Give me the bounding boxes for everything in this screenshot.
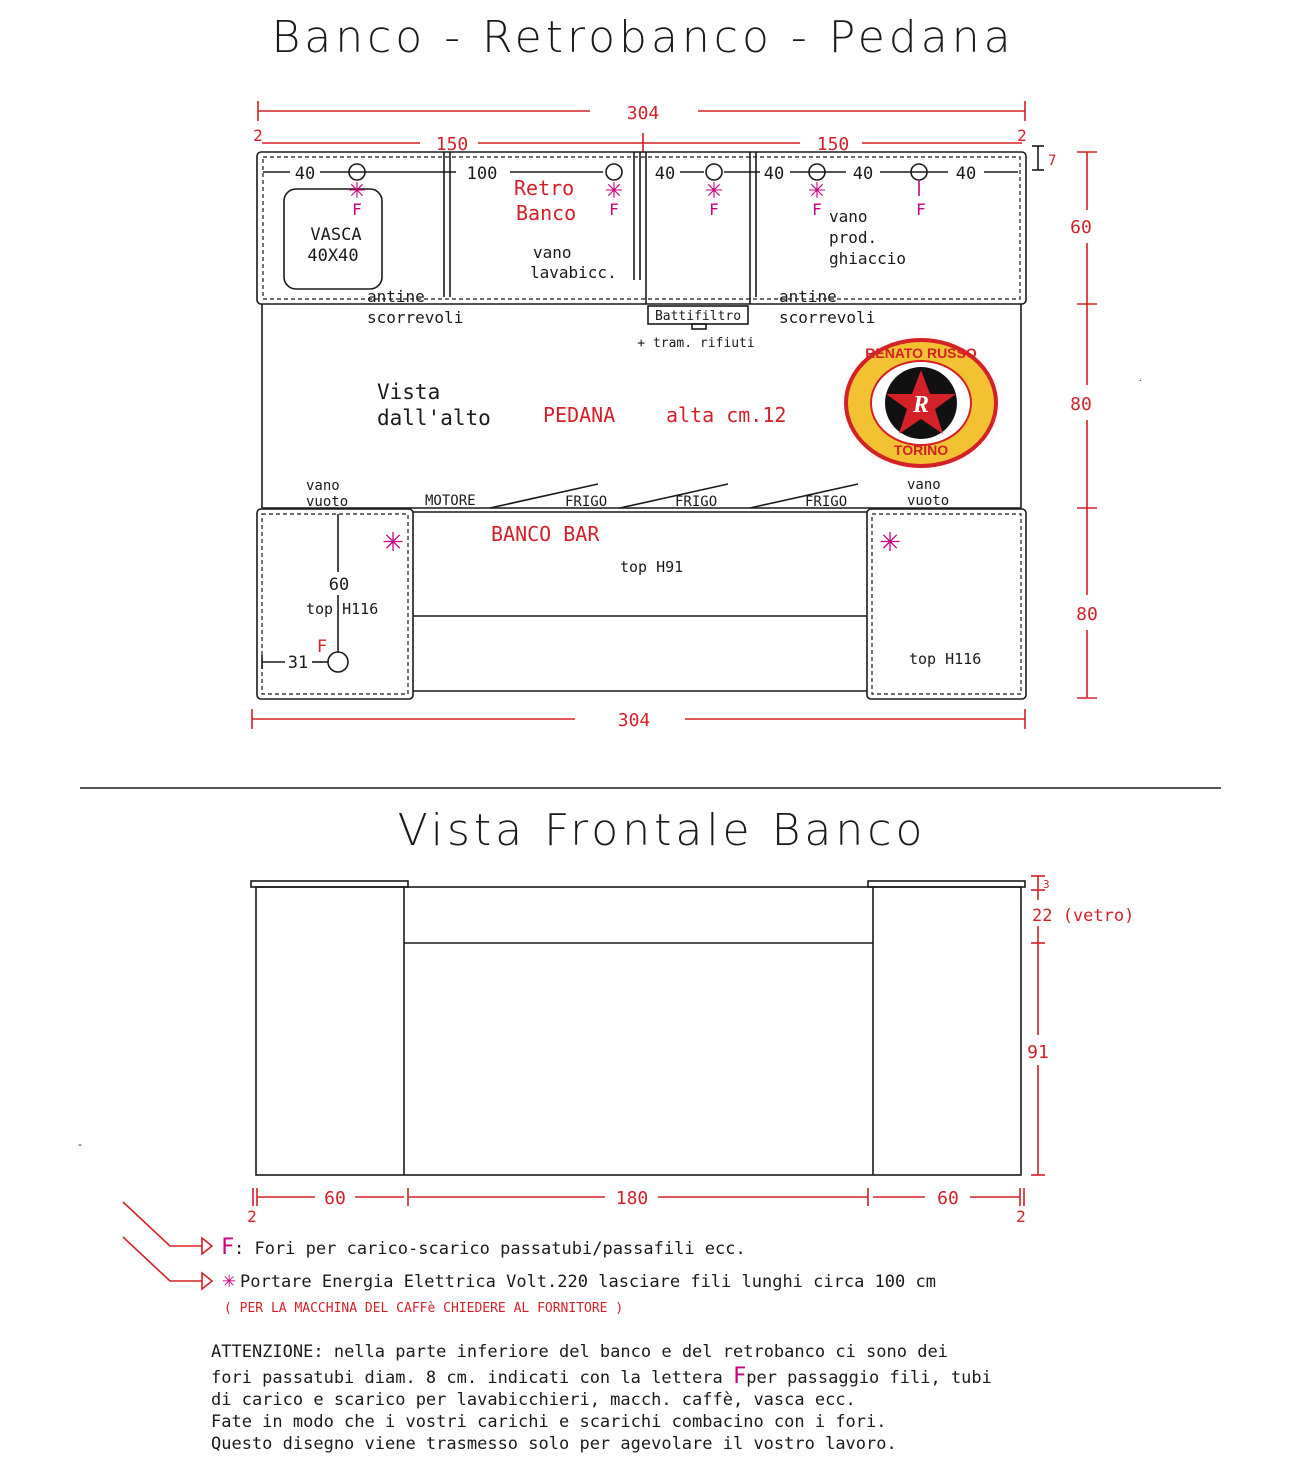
logo-top-text: RENATO RUSSO xyxy=(865,345,977,361)
antine-left-1: antine xyxy=(367,287,425,306)
seg-40-e: 40 xyxy=(955,164,977,184)
antine-left-2: scorrevoli xyxy=(367,308,464,327)
depth-60: 60 xyxy=(1070,217,1092,238)
hole-vasca-star: ✳ xyxy=(347,178,367,203)
dim-304-bottom: 304 xyxy=(617,710,651,731)
depth-80-banco: 80 xyxy=(1076,604,1098,625)
note-line-2 xyxy=(211,1364,992,1389)
dim-total-top xyxy=(258,101,1025,124)
top-view-title: Banco - Retrobanco - Pedana xyxy=(271,12,1015,63)
top-h116-right-label: top H116 xyxy=(909,650,982,668)
hole-vasca-f: F xyxy=(352,200,362,219)
front-width-left: 60 xyxy=(324,1188,346,1209)
hole-center-star: ✳ xyxy=(704,178,724,203)
legend-f-symbol: F xyxy=(221,1235,235,1260)
notes xyxy=(211,1342,992,1454)
banco-label: Banco xyxy=(516,201,577,225)
dim-150-right: 150 xyxy=(816,134,850,155)
dim-total-bottom xyxy=(252,709,1025,731)
battifiltro-label: Battifiltro xyxy=(654,309,742,324)
front-dims-right xyxy=(1027,876,1134,1175)
front-edge-right: 2 xyxy=(1016,1207,1026,1226)
hole-lavabicc-f: F xyxy=(609,200,619,219)
note-line-2-b: per passaggio fili, tubi xyxy=(746,1368,992,1388)
banco-bar-top xyxy=(257,477,1026,699)
arrow-icon xyxy=(202,1238,212,1254)
hole-lavabicc-star: ✳ xyxy=(604,178,624,203)
seg-40-b: 40 xyxy=(654,164,676,184)
hole-right-f: F xyxy=(916,200,926,219)
front-width-center: 180 xyxy=(615,1188,649,1209)
frigo-3-label: FRIGO xyxy=(805,494,848,510)
power-star-left: ✳ xyxy=(382,528,404,557)
pedana-height: alta cm.12 xyxy=(666,403,787,427)
front-edge-left: 2 xyxy=(247,1207,257,1226)
stray-dot: . xyxy=(1139,373,1142,384)
front-dims-bottom xyxy=(247,1188,1026,1226)
hole-ghiaccio-f: F xyxy=(812,200,822,219)
front-dim-3: 3 xyxy=(1043,878,1050,891)
vano-ghiaccio-3: ghiaccio xyxy=(829,249,907,268)
depth-80-pedana: 80 xyxy=(1070,394,1092,415)
legend xyxy=(123,1202,936,1316)
frigo-2-label: FRIGO xyxy=(675,494,718,510)
dim-2-left: 2 xyxy=(253,126,263,145)
power-star-right: ✳ xyxy=(879,528,901,557)
note-line-1 xyxy=(211,1342,948,1362)
hole-ghiaccio-star: ✳ xyxy=(807,178,827,203)
power-star-icon: ✳ xyxy=(222,1272,237,1291)
seg-40-d: 40 xyxy=(852,164,874,184)
dim-vertical-right xyxy=(1032,146,1098,698)
hole-center-f: F xyxy=(709,200,719,219)
seg-40-a: 40 xyxy=(294,164,316,184)
hole-lavabicc xyxy=(605,164,623,219)
vano-lavabicc-2: lavabicc. xyxy=(530,263,617,282)
vano-lavabicc-1: vano xyxy=(533,243,572,262)
note-line-1-rest: nella parte inferiore del banco e del retrobanco ci sono dei xyxy=(323,1342,948,1362)
logo-bottom-text: TORINO xyxy=(893,442,949,458)
legend-star-text: Portare Energia Elettrica Volt.220 lasciare fili lunghi circa 100 cm xyxy=(240,1272,936,1292)
legend-f-text: : Fori per carico-scarico passatubi/passafili ecc. xyxy=(234,1239,746,1259)
retrobanco xyxy=(257,152,1026,351)
retro-label: Retro xyxy=(514,176,575,200)
vano-vuoto-right-1: vano xyxy=(907,477,941,493)
legend-coffee-note: ( PER LA MACCHINA DEL CAFFè CHIEDERE AL FORNITORE ) xyxy=(224,1301,624,1316)
renato-russo-logo xyxy=(833,329,1009,477)
front-elevation xyxy=(78,881,1025,1175)
pedana xyxy=(262,304,1142,508)
seg-40-c: 40 xyxy=(763,164,785,184)
front-width-right: 60 xyxy=(937,1188,959,1209)
top-h91-label: top H91 xyxy=(620,558,684,576)
note-lead: ATTENZIONE: xyxy=(211,1342,324,1362)
front-dim-91: 91 xyxy=(1027,1042,1049,1063)
vano-ghiaccio-1: vano xyxy=(829,207,868,226)
dim-2-right: 2 xyxy=(1017,126,1027,145)
dim-halves xyxy=(253,126,1027,155)
logo-monogram: R xyxy=(912,392,930,418)
vano-vuoto-left-1: vano xyxy=(306,478,340,494)
vasca-label: VASCA xyxy=(310,225,362,245)
vano-vuoto-left-2: vuoto xyxy=(306,494,349,510)
tram-rifiuti-label: + tram. rifiuti xyxy=(637,336,755,351)
left-offset-31: 31 xyxy=(287,653,309,673)
note-line-5: Questo disegno viene trasmesso solo per agevolare il vostro lavoro. xyxy=(211,1434,897,1454)
arrow-icon xyxy=(202,1273,212,1289)
dim-150-left: 150 xyxy=(435,134,469,155)
note-line-4: Fate in modo che i vostri carichi e scarichi combacino con i fori. xyxy=(211,1412,887,1432)
vano-vuoto-right-2: vuoto xyxy=(907,493,950,509)
stray-tick: - xyxy=(78,1137,82,1151)
vasca-size: 40X40 xyxy=(307,246,359,266)
vista-2: dall'alto xyxy=(377,406,491,430)
front-view-title: Vista Frontale Banco xyxy=(397,805,927,856)
front-dim-glass: 22 (vetro) xyxy=(1032,906,1135,926)
seg-100: 100 xyxy=(466,164,498,184)
note-line-2-a: fori passatubi diam. 8 cm. indicati con la lettera xyxy=(211,1368,733,1388)
pedana-label: PEDANA xyxy=(543,403,616,427)
note-line-2-f: F xyxy=(732,1364,747,1389)
top-h116-left-label: top H116 xyxy=(306,600,379,618)
hole-center xyxy=(705,164,723,219)
note-line-3: di carico e scarico per lavabicchieri, macch. caffè, vasca ecc. xyxy=(211,1390,856,1410)
dim-304-top: 304 xyxy=(626,103,660,124)
vista-1: Vista xyxy=(377,380,441,404)
depth-7: 7 xyxy=(1048,153,1057,169)
left-vert-60: 60 xyxy=(328,575,350,595)
hole-left-f: F xyxy=(316,637,328,657)
antine-right-2: scorrevoli xyxy=(779,308,876,327)
frigo-1-label: FRIGO xyxy=(565,494,608,510)
motore-label: MOTORE xyxy=(425,493,476,509)
banco-bar-label: BANCO BAR xyxy=(491,522,600,546)
vano-ghiaccio-2: prod. xyxy=(829,228,878,247)
antine-right-1: antine xyxy=(779,287,837,306)
